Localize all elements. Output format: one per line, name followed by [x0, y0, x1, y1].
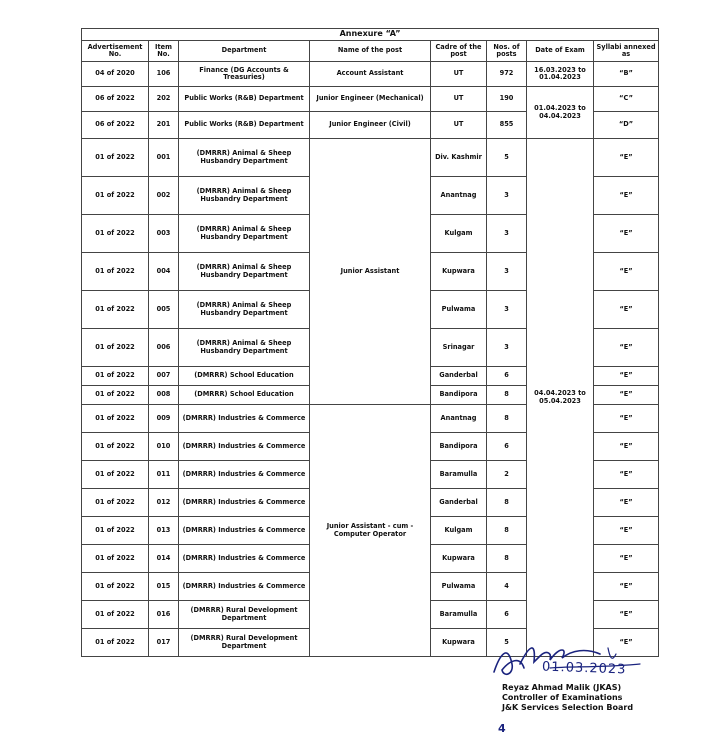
dept-cell: (DMRRR) Animal & Sheep Husbandry Department: [179, 139, 310, 177]
syllabi-cell: “E”: [594, 461, 659, 489]
item-cell: 010: [149, 433, 179, 461]
nos-cell: 972: [487, 62, 527, 87]
adv-cell: 01 of 2022: [82, 329, 149, 367]
cadre-cell: Pulwama: [431, 291, 487, 329]
signatory-designation: Controller of Examinations: [502, 693, 623, 702]
post-cell: Junior Assistant - cum - Computer Operator: [310, 405, 431, 657]
adv-cell: 01 of 2022: [82, 386, 149, 405]
cadre-cell: Div. Kashmir: [431, 139, 487, 177]
nos-cell: 2: [487, 461, 527, 489]
dept-cell: (DMRRR) Animal & Sheep Husbandry Department: [179, 177, 310, 215]
nos-cell: 3: [487, 215, 527, 253]
item-cell: 003: [149, 215, 179, 253]
header-nos: Nos. of posts: [487, 41, 527, 62]
nos-cell: 855: [487, 112, 527, 139]
item-cell: 017: [149, 629, 179, 657]
header-department: Department: [179, 41, 310, 62]
cadre-cell: UT: [431, 62, 487, 87]
item-cell: 011: [149, 461, 179, 489]
adv-cell: 01 of 2022: [82, 215, 149, 253]
nos-cell: 8: [487, 545, 527, 573]
adv-cell: 01 of 2022: [82, 629, 149, 657]
dept-cell: (DMRRR) Animal & Sheep Husbandry Department: [179, 253, 310, 291]
item-cell: 012: [149, 489, 179, 517]
adv-cell: 01 of 2022: [82, 139, 149, 177]
dept-cell: (DMRRR) Industries & Commerce: [179, 545, 310, 573]
dept-cell: (DMRRR) School Education: [179, 367, 310, 386]
syllabi-cell: “E”: [594, 517, 659, 545]
item-cell: 106: [149, 62, 179, 87]
header-advertisement: Advertisement No.: [82, 41, 149, 62]
date-cell: 01.04.2023 to 04.04.2023: [527, 87, 594, 139]
nos-cell: 190: [487, 87, 527, 112]
signatory-name: Reyaz Ahmad Malik (JKAS): [502, 683, 622, 692]
adv-cell: 01 of 2022: [82, 433, 149, 461]
cadre-cell: UT: [431, 87, 487, 112]
dept-cell: Finance (DG Accounts & Treasuries): [179, 62, 310, 87]
dept-cell: (DMRRR) Animal & Sheep Husbandry Department: [179, 291, 310, 329]
cadre-cell: Ganderbal: [431, 489, 487, 517]
nos-cell: 6: [487, 601, 527, 629]
item-cell: 001: [149, 139, 179, 177]
item-cell: 004: [149, 253, 179, 291]
nos-cell: 3: [487, 177, 527, 215]
nos-cell: 6: [487, 433, 527, 461]
syllabi-cell: “E”: [594, 139, 659, 177]
adv-cell: 01 of 2022: [82, 177, 149, 215]
adv-cell: 06 of 2022: [82, 112, 149, 139]
nos-cell: 4: [487, 573, 527, 601]
item-cell: 008: [149, 386, 179, 405]
table-row: [82, 62, 659, 87]
header-item: Item No.: [149, 41, 179, 62]
header-date: Date of Exam: [527, 41, 594, 62]
syllabi-cell: “E”: [594, 629, 659, 657]
cadre-cell: Kupwara: [431, 629, 487, 657]
annexure-title: Annexure “A”: [82, 29, 659, 41]
dept-cell: (DMRRR) Rural Development Department: [179, 601, 310, 629]
syllabi-cell: “E”: [594, 215, 659, 253]
header-cadre: Cadre of the post: [431, 41, 487, 62]
cadre-cell: UT: [431, 112, 487, 139]
dept-cell: Public Works (R&B) Department: [179, 87, 310, 112]
syllabi-cell: “E”: [594, 601, 659, 629]
dept-cell: (DMRRR) Industries & Commerce: [179, 517, 310, 545]
adv-cell: 01 of 2022: [82, 573, 149, 601]
page-number: 4: [498, 722, 506, 735]
cadre-cell: Baramulla: [431, 601, 487, 629]
item-cell: 006: [149, 329, 179, 367]
adv-cell: 01 of 2022: [82, 489, 149, 517]
post-cell: Junior Engineer (Civil): [310, 112, 431, 139]
item-cell: 014: [149, 545, 179, 573]
syllabi-cell: “E”: [594, 367, 659, 386]
cadre-cell: Pulwama: [431, 573, 487, 601]
item-cell: 009: [149, 405, 179, 433]
nos-cell: 6: [487, 367, 527, 386]
adv-cell: 01 of 2022: [82, 545, 149, 573]
syllabi-cell: “D”: [594, 112, 659, 139]
syllabi-cell: “E”: [594, 291, 659, 329]
adv-cell: 01 of 2022: [82, 253, 149, 291]
adv-cell: 01 of 2022: [82, 291, 149, 329]
dept-cell: (DMRRR) Industries & Commerce: [179, 489, 310, 517]
cadre-cell: Srinagar: [431, 329, 487, 367]
cadre-cell: Kupwara: [431, 253, 487, 291]
item-cell: 016: [149, 601, 179, 629]
item-cell: 202: [149, 87, 179, 112]
nos-cell: 3: [487, 291, 527, 329]
syllabi-cell: “E”: [594, 545, 659, 573]
table-row: [82, 87, 659, 112]
adv-cell: 01 of 2022: [82, 601, 149, 629]
dept-cell: (DMRRR) Rural Development Department: [179, 629, 310, 657]
item-cell: 013: [149, 517, 179, 545]
nos-cell: 8: [487, 517, 527, 545]
date-cell: 04.04.2023 to 05.04.2023: [527, 139, 594, 657]
nos-cell: 5: [487, 139, 527, 177]
annexure-table: [81, 28, 659, 657]
nos-cell: 8: [487, 489, 527, 517]
syllabi-cell: “E”: [594, 405, 659, 433]
nos-cell: 5: [487, 629, 527, 657]
nos-cell: 8: [487, 386, 527, 405]
dept-cell: (DMRRR) Animal & Sheep Husbandry Department: [179, 329, 310, 367]
date-cell: 16.03.2023 to 01.04.2023: [527, 62, 594, 87]
item-cell: 002: [149, 177, 179, 215]
syllabi-cell: “E”: [594, 573, 659, 601]
syllabi-cell: “E”: [594, 386, 659, 405]
cadre-cell: Anantnag: [431, 177, 487, 215]
dept-cell: (DMRRR) Animal & Sheep Husbandry Department: [179, 215, 310, 253]
syllabi-cell: “E”: [594, 433, 659, 461]
syllabi-cell: “E”: [594, 177, 659, 215]
syllabi-cell: “E”: [594, 489, 659, 517]
header-post: Name of the post: [310, 41, 431, 62]
cadre-cell: Bandipora: [431, 386, 487, 405]
item-cell: 007: [149, 367, 179, 386]
post-cell: Junior Assistant: [310, 139, 431, 405]
adv-cell: 01 of 2022: [82, 367, 149, 386]
signature-block: [490, 634, 690, 734]
post-cell: Junior Engineer (Mechanical): [310, 87, 431, 112]
post-cell: Account Assistant: [310, 62, 431, 87]
syllabi-cell: “C”: [594, 87, 659, 112]
syllabi-cell: “E”: [594, 253, 659, 291]
header-syllabi: Syllabi annexed as: [594, 41, 659, 62]
dept-cell: (DMRRR) School Education: [179, 386, 310, 405]
dept-cell: (DMRRR) Industries & Commerce: [179, 461, 310, 489]
adv-cell: 04 of 2020: [82, 62, 149, 87]
cadre-cell: Anantnag: [431, 405, 487, 433]
adv-cell: 01 of 2022: [82, 461, 149, 489]
signatory-board: J&K Services Selection Board: [502, 703, 634, 712]
nos-cell: 3: [487, 253, 527, 291]
syllabi-cell: “E”: [594, 329, 659, 367]
dept-cell: (DMRRR) Industries & Commerce: [179, 433, 310, 461]
nos-cell: 3: [487, 329, 527, 367]
cadre-cell: Ganderbal: [431, 367, 487, 386]
dept-cell: (DMRRR) Industries & Commerce: [179, 405, 310, 433]
item-cell: 005: [149, 291, 179, 329]
dept-cell: (DMRRR) Industries & Commerce: [179, 573, 310, 601]
adv-cell: 01 of 2022: [82, 517, 149, 545]
signature-date: 01.03.2023: [541, 659, 627, 678]
adv-cell: 06 of 2022: [82, 87, 149, 112]
dept-cell: Public Works (R&B) Department: [179, 112, 310, 139]
item-cell: 015: [149, 573, 179, 601]
nos-cell: 8: [487, 405, 527, 433]
table-row: [82, 139, 659, 177]
cadre-cell: Baramulla: [431, 461, 487, 489]
cadre-cell: Kupwara: [431, 545, 487, 573]
adv-cell: 01 of 2022: [82, 405, 149, 433]
item-cell: 201: [149, 112, 179, 139]
cadre-cell: Bandipora: [431, 433, 487, 461]
cadre-cell: Kulgam: [431, 215, 487, 253]
syllabi-cell: “B”: [594, 62, 659, 87]
cadre-cell: Kulgam: [431, 517, 487, 545]
